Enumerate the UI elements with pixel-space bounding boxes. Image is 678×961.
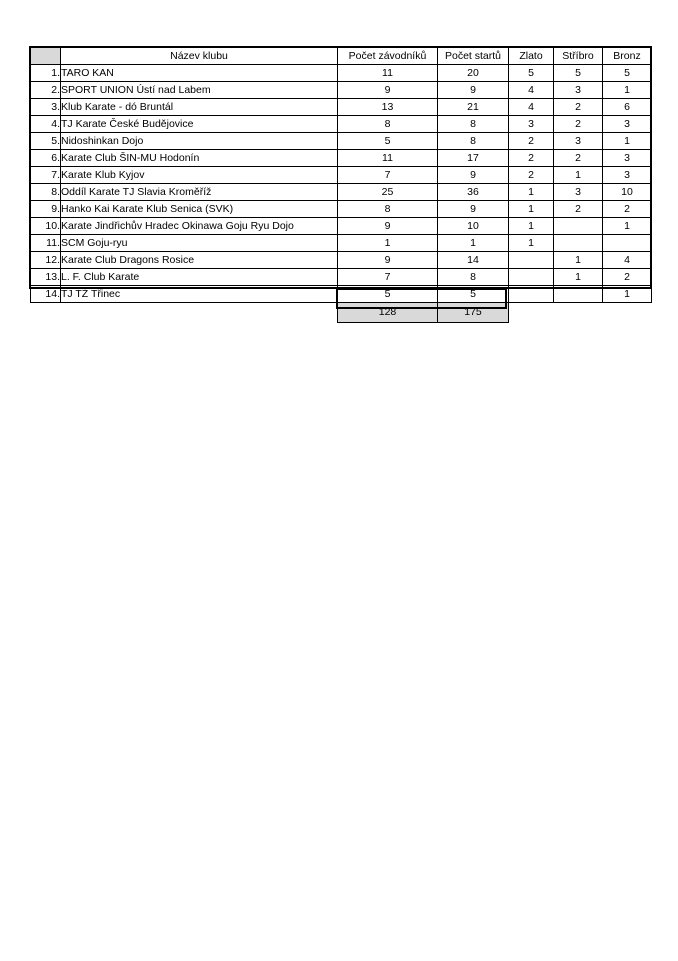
cell-gold [509, 286, 554, 303]
cell-starts: 14 [438, 252, 509, 269]
cell-gold: 4 [509, 82, 554, 99]
cell-bronze: 2 [603, 201, 652, 218]
cell-starts: 9 [438, 82, 509, 99]
cell-starts: 36 [438, 184, 509, 201]
cell-competitors: 1 [338, 235, 438, 252]
cell-bronze [603, 235, 652, 252]
cell-club: Hanko Kai Karate Klub Senica (SVK) [61, 201, 338, 218]
cell-silver: 2 [554, 99, 603, 116]
cell-competitors: 7 [338, 167, 438, 184]
cell-rank: 5. [31, 133, 61, 150]
cell-rank: 11. [31, 235, 61, 252]
cell-bronze: 5 [603, 65, 652, 82]
cell-competitors: 9 [338, 218, 438, 235]
cell-starts: 21 [438, 99, 509, 116]
cell-rank: 9. [31, 201, 61, 218]
table-row [31, 65, 652, 82]
totals-spacer-silver [554, 303, 603, 323]
table-row [31, 116, 652, 133]
cell-competitors: 13 [338, 99, 438, 116]
cell-bronze: 2 [603, 269, 652, 286]
total-starts: 175 [438, 303, 509, 323]
cell-competitors: 5 [338, 286, 438, 303]
cell-club: SPORT UNION Ústí nad Labem [61, 82, 338, 99]
cell-gold: 2 [509, 133, 554, 150]
cell-competitors: 9 [338, 82, 438, 99]
cell-bronze: 1 [603, 82, 652, 99]
cell-bronze: 3 [603, 116, 652, 133]
cell-gold: 1 [509, 184, 554, 201]
cell-starts: 9 [438, 167, 509, 184]
cell-bronze: 3 [603, 167, 652, 184]
table-row [31, 269, 652, 286]
cell-competitors: 11 [338, 65, 438, 82]
cell-rank: 12. [31, 252, 61, 269]
table-row [31, 235, 652, 252]
cell-rank: 2. [31, 82, 61, 99]
club-results-table [30, 47, 652, 323]
cell-silver: 2 [554, 116, 603, 133]
cell-silver [554, 286, 603, 303]
cell-rank: 8. [31, 184, 61, 201]
table-row [31, 184, 652, 201]
column-header-gold: Zlato [509, 48, 554, 65]
cell-gold [509, 269, 554, 286]
table-row [31, 133, 652, 150]
cell-rank: 4. [31, 116, 61, 133]
cell-silver [554, 235, 603, 252]
cell-gold: 2 [509, 167, 554, 184]
cell-competitors: 5 [338, 133, 438, 150]
cell-starts: 8 [438, 269, 509, 286]
cell-competitors: 25 [338, 184, 438, 201]
cell-starts: 1 [438, 235, 509, 252]
cell-starts: 8 [438, 133, 509, 150]
cell-club: TJ Karate České Budějovice [61, 116, 338, 133]
cell-club: Karate Jindřichův Hradec Okinawa Goju Ryu Dojo [61, 218, 338, 235]
cell-silver: 3 [554, 133, 603, 150]
cell-rank: 13. [31, 269, 61, 286]
cell-silver: 1 [554, 167, 603, 184]
cell-silver: 5 [554, 65, 603, 82]
column-header-bronze: Bronz [603, 48, 652, 65]
cell-club: TARO KAN [61, 65, 338, 82]
totals-row [31, 303, 652, 323]
cell-gold: 4 [509, 99, 554, 116]
cell-rank: 10. [31, 218, 61, 235]
cell-silver [554, 218, 603, 235]
column-header-silver: Stříbro [554, 48, 603, 65]
cell-competitors: 8 [338, 116, 438, 133]
table-row [31, 218, 652, 235]
table-row [31, 150, 652, 167]
column-header-rank [31, 48, 61, 65]
cell-gold: 1 [509, 218, 554, 235]
cell-gold: 1 [509, 235, 554, 252]
total-competitors: 128 [338, 303, 438, 323]
cell-club: Nidoshinkan Dojo [61, 133, 338, 150]
cell-gold [509, 252, 554, 269]
table-row [31, 201, 652, 218]
table-row [31, 252, 652, 269]
cell-bronze: 10 [603, 184, 652, 201]
table-header [31, 48, 652, 65]
cell-starts: 20 [438, 65, 509, 82]
table-row [31, 286, 652, 303]
cell-rank: 1. [31, 65, 61, 82]
cell-competitors: 11 [338, 150, 438, 167]
cell-bronze: 3 [603, 150, 652, 167]
cell-club: TJ TŽ Třinec [61, 286, 338, 303]
cell-gold: 2 [509, 150, 554, 167]
cell-rank: 6. [31, 150, 61, 167]
cell-silver: 2 [554, 150, 603, 167]
cell-bronze: 6 [603, 99, 652, 116]
cell-competitors: 9 [338, 252, 438, 269]
totals-spacer-rank [31, 303, 61, 323]
totals-spacer-bronze [603, 303, 652, 323]
totals-spacer-gold [509, 303, 554, 323]
cell-competitors: 7 [338, 269, 438, 286]
cell-competitors: 8 [338, 201, 438, 218]
cell-starts: 5 [438, 286, 509, 303]
table-row [31, 99, 652, 116]
cell-starts: 10 [438, 218, 509, 235]
cell-rank: 3. [31, 99, 61, 116]
cell-club: Oddíl Karate TJ Slavia Kroměříž [61, 184, 338, 201]
cell-silver: 1 [554, 269, 603, 286]
club-results-table-container [30, 47, 652, 323]
cell-club: Karate Club ŠIN-MU Hodonín [61, 150, 338, 167]
column-header-starts: Počet startů [438, 48, 509, 65]
cell-starts: 8 [438, 116, 509, 133]
cell-club: L. F. Club Karate [61, 269, 338, 286]
cell-club: Karate Club Dragons Rosice [61, 252, 338, 269]
cell-rank: 14. [31, 286, 61, 303]
table-row [31, 167, 652, 184]
cell-silver: 1 [554, 252, 603, 269]
cell-gold: 1 [509, 201, 554, 218]
table-footer [31, 303, 652, 323]
column-header-competitors: Počet závodníků [338, 48, 438, 65]
cell-bronze: 1 [603, 218, 652, 235]
cell-club: SCM Goju-ryu [61, 235, 338, 252]
totals-spacer-club [61, 303, 338, 323]
cell-rank: 7. [31, 167, 61, 184]
column-header-club: Název klubu [61, 48, 338, 65]
cell-club: Karate Klub Kyjov [61, 167, 338, 184]
cell-starts: 9 [438, 201, 509, 218]
table-header-row [31, 48, 652, 65]
cell-bronze: 4 [603, 252, 652, 269]
table-body [31, 65, 652, 303]
cell-club: Klub Karate - dó Bruntál [61, 99, 338, 116]
cell-silver: 2 [554, 201, 603, 218]
cell-starts: 17 [438, 150, 509, 167]
cell-silver: 3 [554, 184, 603, 201]
cell-bronze: 1 [603, 133, 652, 150]
cell-gold: 3 [509, 116, 554, 133]
cell-gold: 5 [509, 65, 554, 82]
table-row [31, 82, 652, 99]
cell-bronze: 1 [603, 286, 652, 303]
cell-silver: 3 [554, 82, 603, 99]
